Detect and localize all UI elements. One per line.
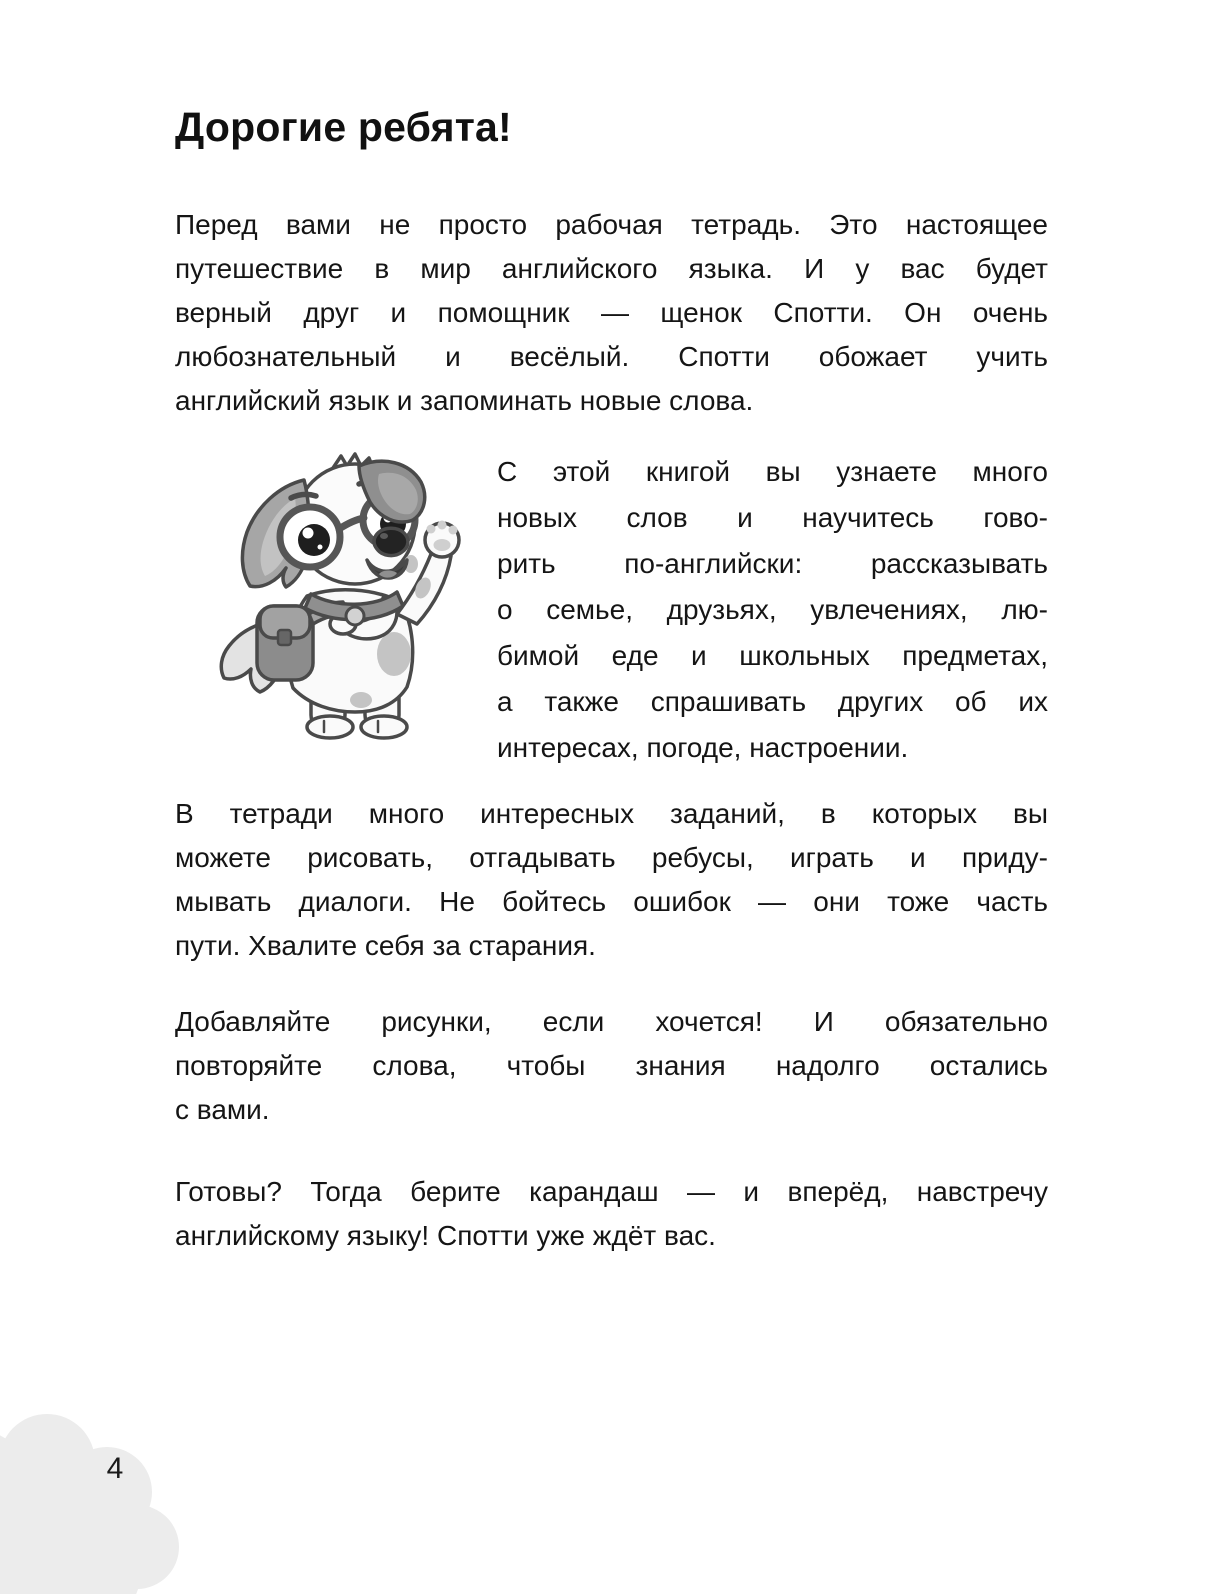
text-line: английский язык и запоминать новые слова.: [175, 385, 754, 416]
text-line: Готовы? Тогда берите карандаш — и вперёд, навстречу: [175, 1176, 1048, 1207]
text-line: можете рисовать, отгадывать ребусы, играть и приду-: [175, 842, 1048, 873]
puppy-foot: [361, 716, 407, 738]
advice-paragraph: [175, 1000, 1048, 1132]
puppy-collar-tag: [346, 607, 364, 625]
text-line: с вами.: [175, 1094, 270, 1125]
intro-paragraph: [175, 203, 1048, 423]
page-title: Дорогие ребята!: [175, 104, 512, 150]
text-line: мывать диалоги. Не бойтесь ошибок — они тоже часть: [175, 886, 1048, 917]
tasks-paragraph: [175, 792, 1048, 968]
text-line: верный друг и помощник — щенок Спотти. Он очень: [175, 297, 1048, 328]
text-line: С этой книгой вы узнаете много: [497, 456, 1048, 487]
text-line: любознательный и весёлый. Спотти обожает учить: [175, 341, 1048, 372]
cloud-decoration: [0, 1412, 192, 1594]
puppy-nose: [374, 528, 408, 555]
call-to-action-paragraph: [175, 1170, 1048, 1258]
about-book-paragraph: [497, 449, 1048, 771]
text-line: а также спрашивать других об их: [497, 686, 1048, 717]
text-line: повторяйте слова, чтобы знания надолго остались: [175, 1050, 1048, 1081]
text-line: бимой еде и школьных предметах,: [497, 640, 1048, 671]
page-number: 4: [106, 1452, 124, 1485]
text-line: В тетради много интересных заданий, в которых вы: [175, 798, 1048, 829]
puppy-foot: [307, 716, 353, 738]
text-line: рить по-английски: рассказывать: [497, 548, 1048, 579]
text-line: Перед вами не просто рабочая тетрадь. Это настоящее: [175, 209, 1048, 240]
text-line: о семье, друзьях, увлечениях, лю-: [497, 594, 1048, 625]
text-line: путешествие в мир английского языка. И у вас будет: [175, 253, 1048, 284]
puppy-eye: [298, 524, 330, 556]
text-line: пути. Хвалите себя за старания.: [175, 930, 596, 961]
text-line: интересах, погоде, настроении.: [497, 732, 909, 763]
text-line: английскому языку! Спотти уже ждёт вас.: [175, 1220, 716, 1251]
text-line: Добавляйте рисунки, если хочется! И обязательно: [175, 1006, 1048, 1037]
text-line: новых слов и научитесь гово-: [497, 502, 1048, 533]
spotty-puppy-illustration: [183, 448, 518, 748]
